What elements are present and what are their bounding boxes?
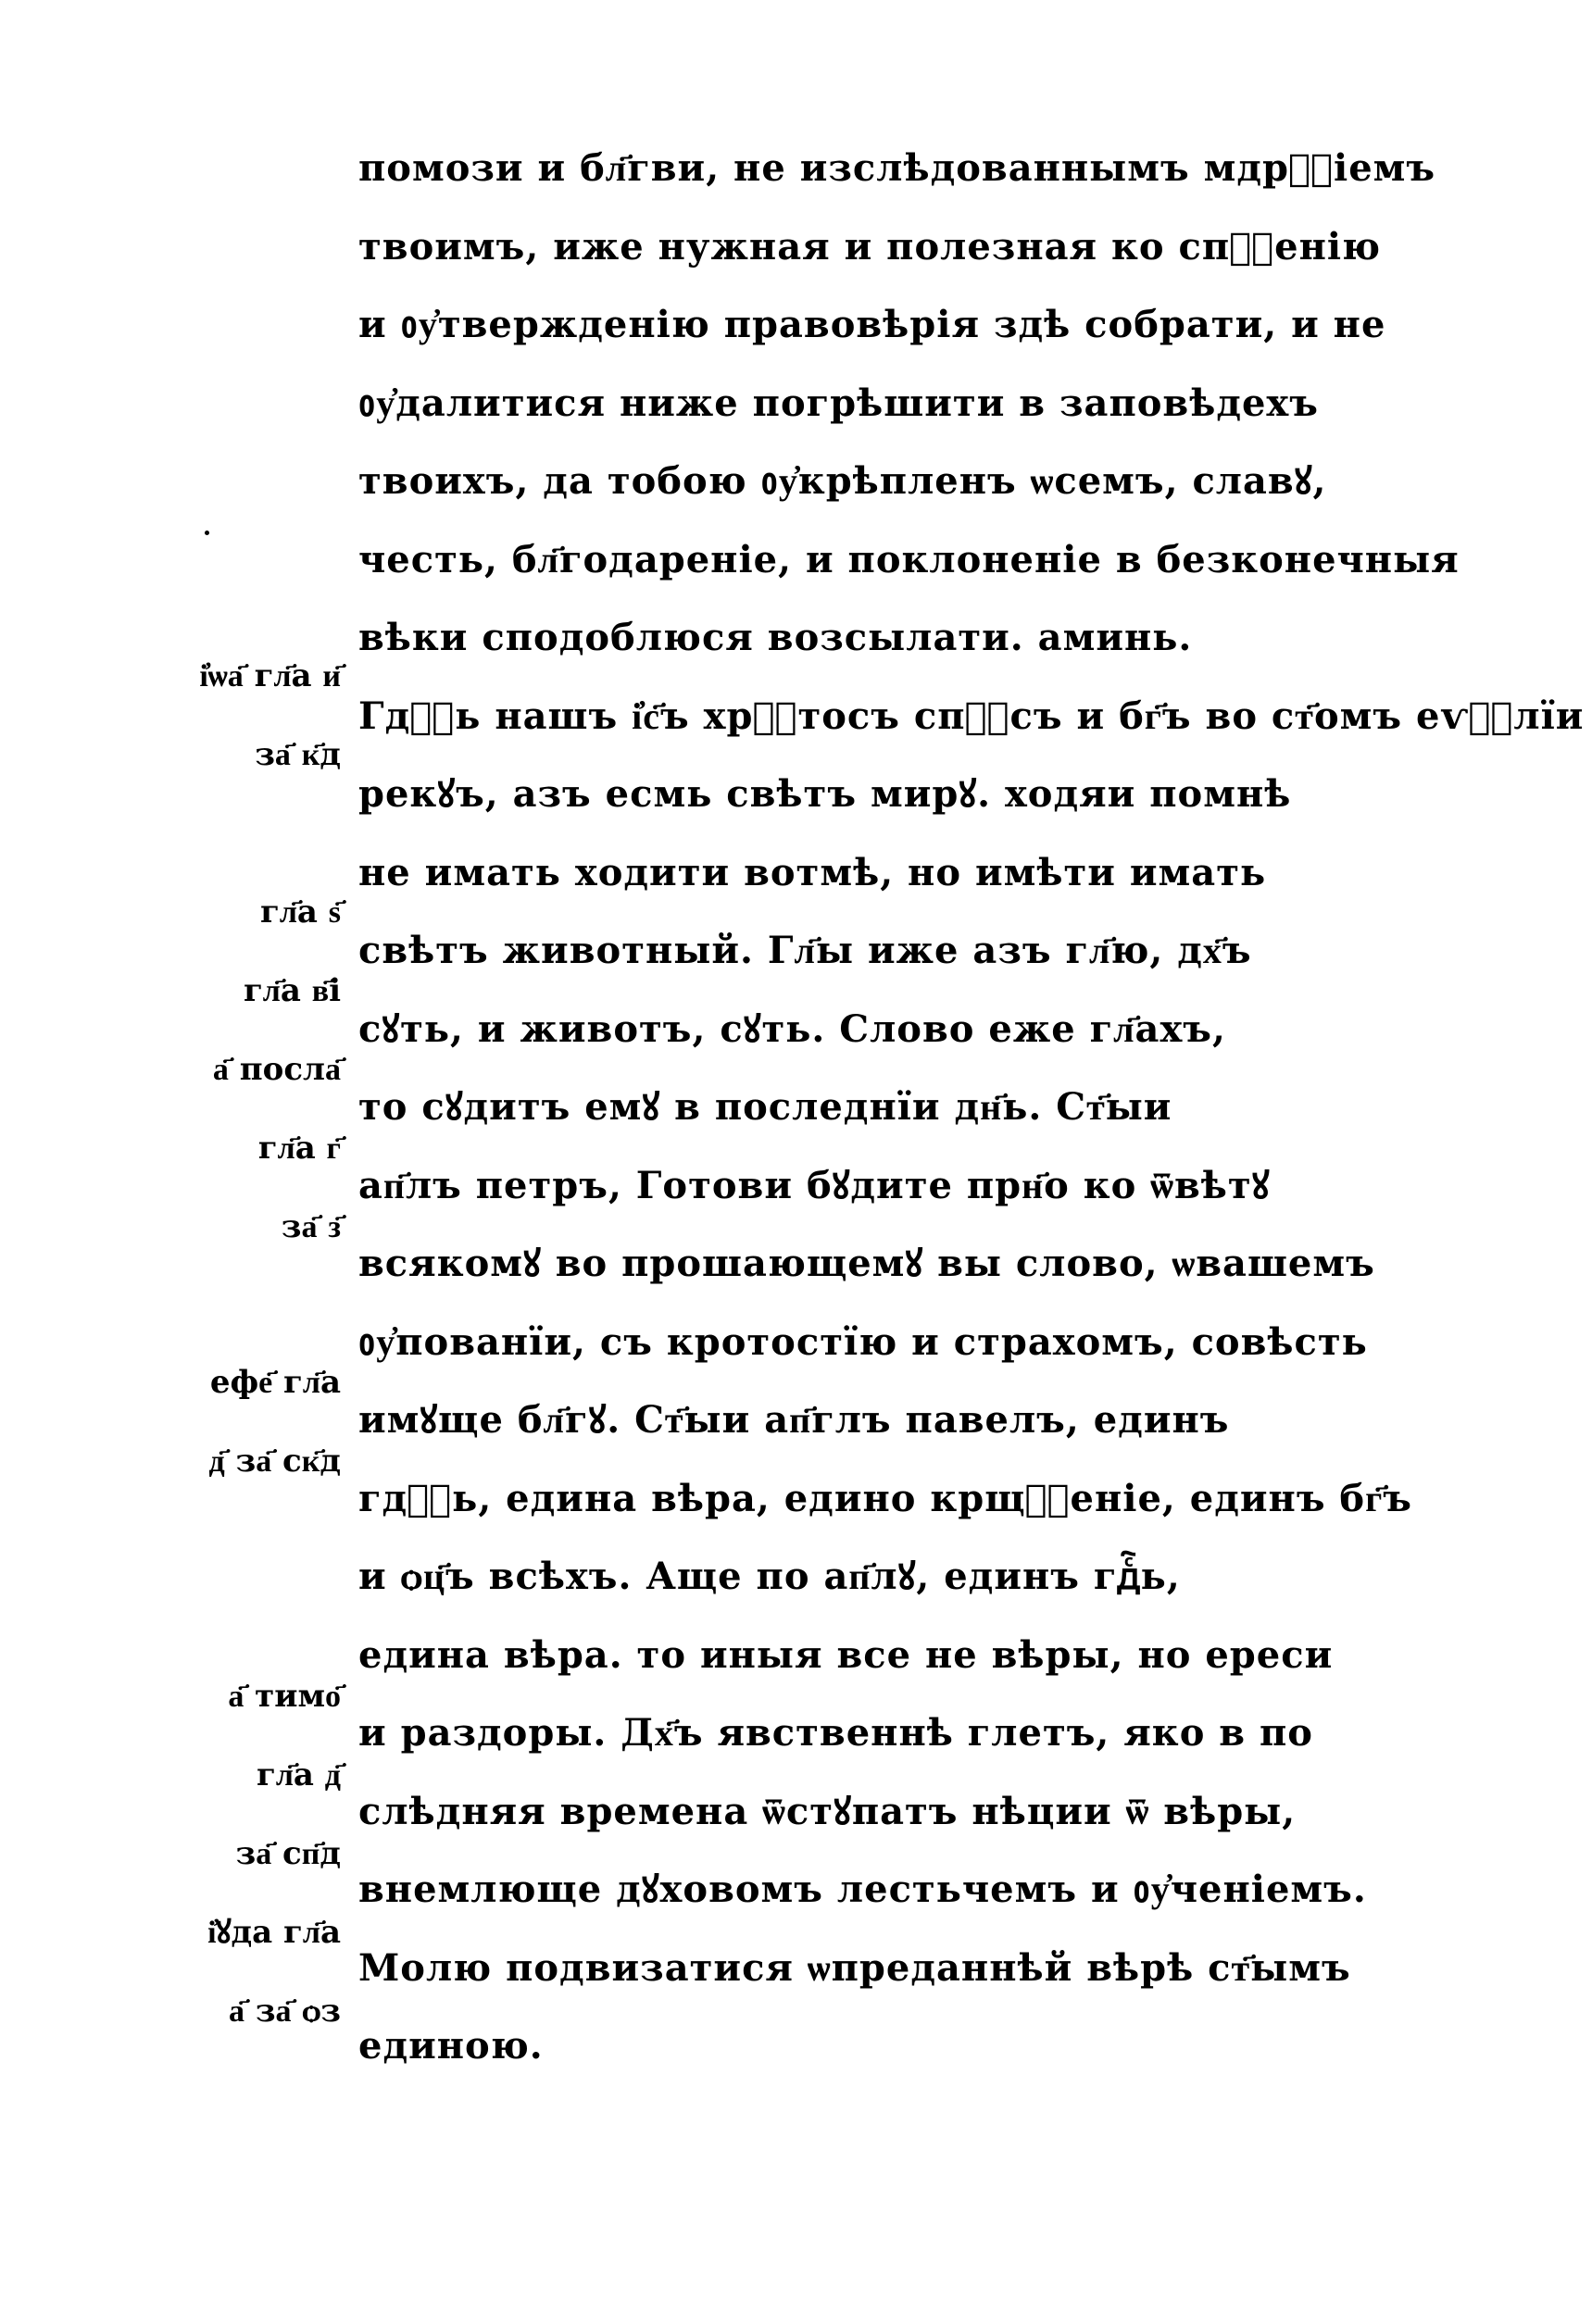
- margin-note: за҃ з҃: [281, 1208, 341, 1245]
- line-text: и ᲂу҆твержденію правовѣрія здѣ собрати, и не: [358, 303, 1386, 346]
- line-text: твоихъ, да тобою ᲂу҆крѣпленъ ѡсемъ, славꙋ,: [358, 459, 1327, 503]
- text-line: [358, 208, 1470, 287]
- line-text: и раздоры. Дх҃ъ явственнѣ глетъ, яко в по: [358, 1711, 1313, 1755]
- margin-note: ефе҃ гл҃а: [209, 1364, 341, 1401]
- text-line: [358, 1147, 1470, 1226]
- text-line: [358, 365, 1470, 444]
- text-line: [358, 1225, 1470, 1304]
- text-line: [358, 1851, 1470, 1930]
- line-text: твоимъ, иже нужная и полезная ко спⷭ҇енію: [358, 224, 1382, 269]
- text-line: [358, 1694, 1470, 1773]
- text-line: [358, 756, 1470, 834]
- line-text: всякомꙋ во прошающемꙋ вы слово, ѡвашемъ: [358, 1242, 1375, 1285]
- text-line: [358, 991, 1470, 1069]
- text-line: [358, 521, 1470, 600]
- line-text: ап҃лъ петръ, Готови бꙋдите прн҃о ко ѿвѣтꙋ: [358, 1163, 1271, 1207]
- line-text: слѣдняя времена ѿстꙋпатъ нѣции ѿ вѣры,: [358, 1789, 1297, 1833]
- text-line: [358, 1304, 1470, 1382]
- margin-note: гл҃а г҃: [257, 1130, 341, 1167]
- line-text: и ѻц҃ъ всѣхъ. Аще по ап҃лꙋ, единъ гдⷭ҇ь,: [358, 1555, 1181, 1598]
- line-text: имꙋще бл҃гꙋ. Ст҃ыи ап҃глъ павелъ, единъ: [358, 1398, 1230, 1442]
- margin-note: а҃ тимо҃: [228, 1678, 341, 1715]
- line-text: рекꙋъ, азъ есмь свѣтъ мирꙋ. ходяи помнѣ: [358, 772, 1292, 816]
- text-line: [358, 1617, 1470, 1695]
- text-line: [358, 1930, 1470, 2008]
- text-line: [358, 834, 1470, 913]
- line-text: гдⷭ҇ь, едина вѣра, едино крщⷭ҇еніе, единъ бг҃ъ: [358, 1476, 1412, 1520]
- text-line: [358, 678, 1585, 756]
- text-line: [358, 443, 1470, 521]
- line-text: помози и бл҃гви, не изслѣдованнымъ мдрⷭ҇іемъ: [358, 146, 1436, 190]
- margin-note: і҆ꙋда гл҃а: [207, 1914, 341, 1951]
- line-text: ᲂу҆далитися ниже погрѣшити в заповѣдехъ: [358, 381, 1319, 425]
- line-text: Молю подвизатися ѡпреданнѣй вѣрѣ ст҃ымъ: [358, 1945, 1351, 1990]
- line-text: ᲂу҆пованїи, съ кротостїю и страхомъ, совѣсть: [358, 1319, 1368, 1364]
- line-text: вѣки сподоблюся возсылати. аминь.: [358, 616, 1193, 659]
- line-text: свѣтъ животный. Гл҃ы иже азъ гл҃ю, дх҃ъ: [358, 929, 1252, 972]
- text-line: [358, 130, 1470, 208]
- margin-note: д҃ за҃ ск҃д: [208, 1443, 341, 1480]
- line-text: Гдⷭ҇ь нашъ і҆с҃ъ хрⷭ҇тосъ спⷭ҇съ и бг҃ъ во ст҃омъ еѵⷢ҇лїи: [358, 693, 1585, 738]
- text-line: [358, 1068, 1470, 1147]
- line-text: едина вѣра. то иныя все не вѣры, но ереси: [358, 1632, 1334, 1677]
- margin-dot-mark: [205, 531, 209, 535]
- margin-note: гл҃а в҃і: [243, 972, 341, 1009]
- line-text: внемлюще дꙋховомъ лестьчемъ и ᲂу҆ченіемъ.: [358, 1868, 1367, 1911]
- margin-note: гл҃а д҃: [257, 1756, 341, 1793]
- margin-note: і҆ѡа҃ гл҃а и҃: [199, 657, 341, 694]
- line-text: то сꙋдитъ емꙋ в последнїи дн҃ь. Ст҃ыи: [358, 1085, 1172, 1129]
- margin-note: за҃ к҃д: [255, 736, 341, 773]
- text-line: [358, 1381, 1470, 1460]
- margin-note: за҃ сп҃д: [235, 1835, 341, 1872]
- main-text-block: [358, 130, 1585, 2086]
- line-text: сꙋть, и животъ, сꙋть. Слово еже гл҃ахъ,: [358, 1006, 1226, 1051]
- text-line: [358, 2007, 1470, 2086]
- line-text: не имать ходити вотмѣ, но имѣти имать: [358, 850, 1267, 894]
- line-text: честь, бл҃годареніе, и поклоненіе в безконечныя: [358, 537, 1460, 581]
- margin-note: гл҃а ѕ҃: [259, 893, 341, 931]
- margin-note: а҃ за҃ ѻз: [229, 1993, 341, 2030]
- text-line: [358, 1538, 1470, 1617]
- text-line: [358, 1460, 1470, 1539]
- line-text: единою.: [358, 2024, 544, 2068]
- text-line: [358, 912, 1470, 991]
- text-line: [358, 286, 1470, 365]
- margin-note: а҃ посла҃: [212, 1051, 341, 1088]
- text-line: [358, 1773, 1470, 1852]
- text-line: [358, 599, 1470, 678]
